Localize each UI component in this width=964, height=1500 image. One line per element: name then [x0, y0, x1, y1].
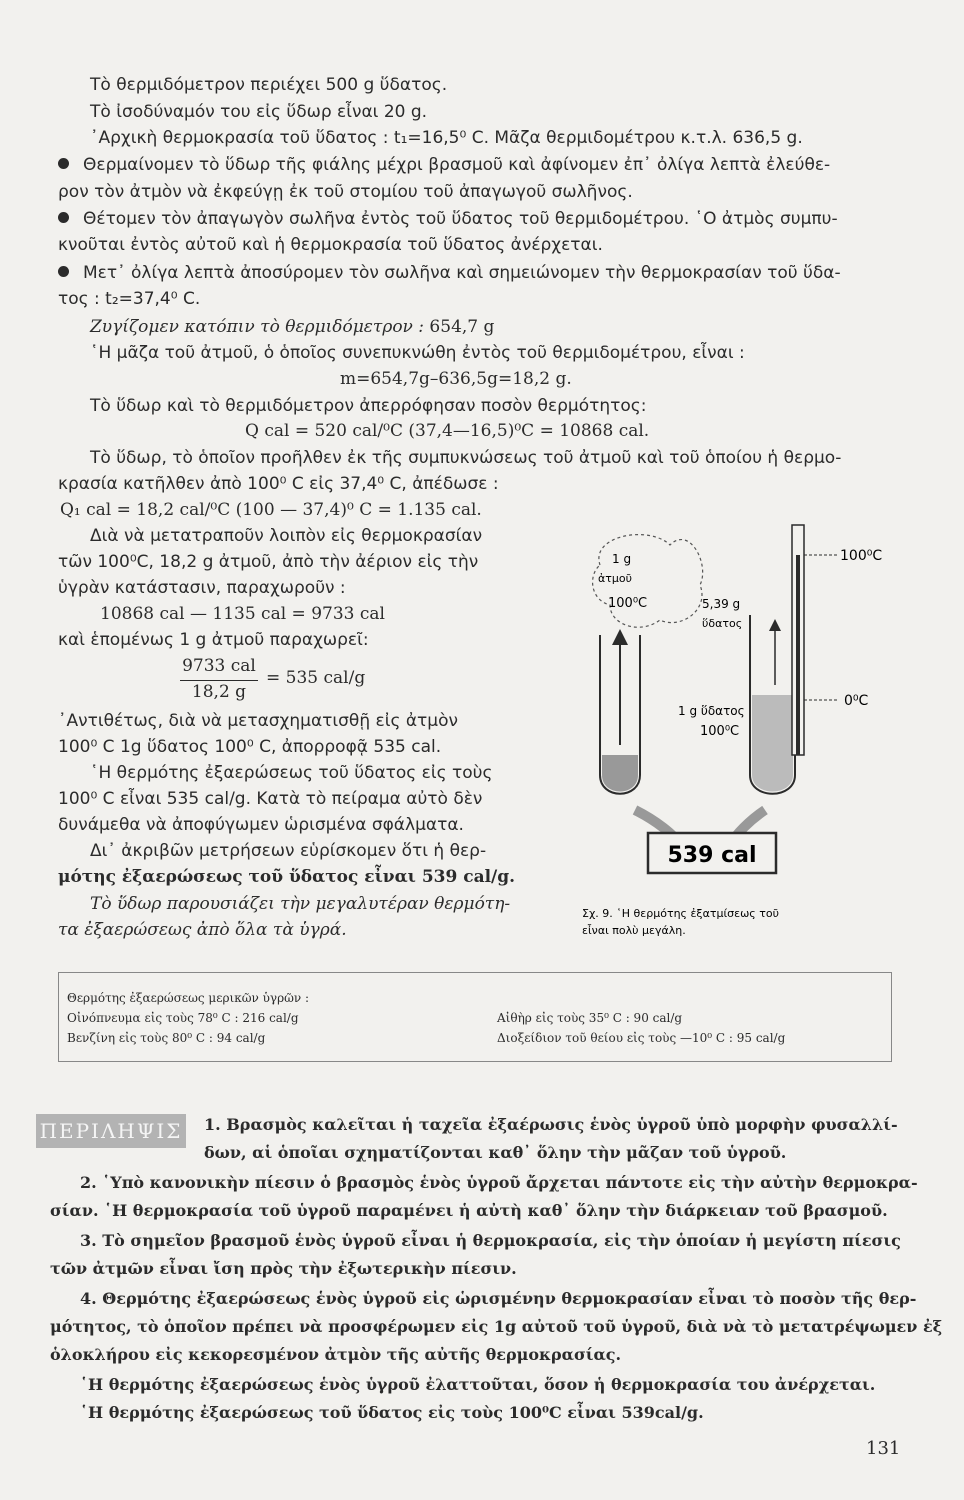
caption-line: Σχ. 9. ῾Η θερμότης ἐξατμίσεως τοῦ	[582, 907, 779, 920]
steam-label: 1 g	[612, 552, 632, 566]
page-number: 131	[866, 1438, 901, 1459]
bullet-icon	[58, 266, 69, 277]
summary-line: δων, αἱ ὁποῖαι σχηματίζονται καθ᾽ ὅλην τὴν μᾶζαν τοῦ ὑγροῦ.	[204, 1143, 787, 1162]
text-line: Τὸ ὕδωρ καὶ τὸ θερμιδόμετρον ἀπερρόφησαν ποσὸν θερμότητος:	[90, 396, 647, 416]
italic-line: τα ἐξαερώσεως ἀπὸ ὅλα τὰ ὑγρά.	[58, 920, 347, 940]
water-temp: 100⁰C	[700, 724, 740, 739]
text-line: δυνάμεθα νὰ ἀποφύγωμεν ὡρισμένα σφάλματα.	[58, 815, 464, 835]
table-row: Οἰνόπνευμα εἰς τοὺς 78⁰ C : 216 cal/g	[67, 1011, 299, 1025]
summary-line: ῾Η θερμότης ἐξαερώσεως τοῦ ὕδατος εἰς τοὺς 100⁰C εἶναι 539cal/g.	[80, 1403, 704, 1422]
text-line: ᾽Αντιθέτως, διὰ νὰ μετασχηματισθῇ εἰς ἀτμὸν	[58, 711, 458, 731]
table-row: Βενζίνη εἰς τοὺς 80⁰ C : 94 cal/g	[67, 1031, 266, 1045]
summary-line: ῾Η θερμότης ἐξαερώσεως ἑνὸς ὑγροῦ ἐλαττοῦται, ὅσον ἡ θερμοκρασία του ἀνέρχεται.	[80, 1375, 876, 1394]
bold-line: μότης ἐξαερώσεως τοῦ ὕδατος εἶναι 539 cal/g.	[58, 867, 516, 887]
summary-line: τῶν ἀτμῶν εἶναι ἴση πρὸς τὴν ἐξωτερικὴν πίεσιν.	[50, 1259, 517, 1278]
text-line: ᾽Αρχικὴ θερμοκρασία τοῦ ὕδατος : t₁=16,5⁰ C. Μᾶζα θερμιδομέτρου κ.τ.λ. 636,5 g.	[90, 128, 803, 148]
text-line: 100⁰ C εἶναι 535 cal/g. Κατὰ τὸ πείραμα αὐτὸ δὲν	[58, 789, 483, 809]
fraction-bar	[180, 680, 258, 681]
water-label: 1 g ὕδατος	[678, 704, 745, 718]
summary-line: σίαν. ῾Η θερμοκρασία τοῦ ὑγροῦ παραμένει ἡ αὐτὴ καθ᾽ ὅλην τὴν διάρκειαν τοῦ βρασμοῦ.	[50, 1201, 888, 1220]
text-line: καὶ ἑπομένως 1 g ἀτμοῦ παραχωρεῖ:	[58, 630, 369, 650]
fraction-result: = 535 cal/g	[266, 668, 366, 688]
summary-line: ὁλοκλήρου εἰς κεκορεσμένον ἀτμὸν τῆς αὐτῆς θερμοκρασίας.	[50, 1345, 622, 1364]
equation: Q cal = 520 cal/⁰C (37,4—16,5)⁰C = 10868 cal.	[245, 421, 650, 441]
text-line: κρασία κατῆλθεν ἀπὸ 100⁰ C εἰς 37,4⁰ C, ἀπέδωσε :	[58, 474, 499, 494]
text-line: ῾Η θερμότης ἐξαερώσεως τοῦ ὕδατος εἰς τοὺς	[90, 763, 493, 783]
italic-line: Τὸ ὕδωρ παρουσιάζει τὴν μεγαλυτέραν θερμότη-	[90, 894, 511, 914]
vaporization-table	[58, 972, 892, 1062]
caption-line: εἶναι πολὺ μεγάλη.	[582, 924, 686, 937]
equation: m=654,7g–636,5g=18,2 g.	[340, 369, 572, 389]
equation: Q₁ cal = 18,2 cal/⁰C (100 — 37,4)⁰ C = 1.135 cal.	[60, 500, 482, 520]
summary-tag: ΠΕΡΙΛΗΨΙΣ	[36, 1114, 186, 1148]
mid-sub: ὕδατος	[702, 617, 743, 630]
top-temp: 100⁰C	[840, 548, 883, 564]
text-line: Θερμαίνομεν τὸ ὕδωρ τῆς φιάλης μέχρι βρασμοῦ καὶ ἀφίνομεν ἐπ᾽ ὀλίγα λεπτὰ ἐλεύθε-	[58, 154, 830, 176]
summary-line: 4. Θερμότης ἐξαερώσεως ἑνὸς ὑγροῦ εἰς ὡρισμένην θερμοκρασίαν εἶναι τὸ ποσὸν τῆς θερ-	[80, 1289, 917, 1308]
equation: 10868 cal — 1135 cal = 9733 cal	[100, 604, 385, 624]
bullet-icon	[58, 212, 69, 223]
text-line: ὑγρὰν κατάστασιν, παραχωροῦν :	[58, 578, 346, 598]
text-line: τος : t₂=37,4⁰ C.	[58, 289, 201, 309]
fraction	[180, 656, 400, 708]
text-line: Διὰ νὰ μετατραποῦν λοιπὸν εἰς θερμοκρασίαν	[90, 526, 483, 546]
steam-temp: 100⁰C	[608, 596, 648, 611]
fraction-numerator: 9733 cal	[182, 656, 256, 676]
bullet-icon	[58, 158, 69, 169]
summary-line: 3. Τὸ σημεῖον βρασμοῦ ἑνὸς ὑγροῦ εἶναι ἡ θερμοκρασία, εἰς τὴν ὁποίαν ἡ μεγίστη πίεσις	[80, 1231, 901, 1250]
steam-sub: ἀτμοῦ	[598, 572, 632, 585]
table-row: Διοξείδιον τοῦ θείου εἰς τοὺς —10⁰ C : 95 cal/g	[497, 1031, 786, 1045]
figure-9	[560, 515, 920, 955]
text-line: Δι᾽ ἀκριβῶν μετρήσεων εὑρίσκομεν ὅτι ἡ θερ-	[90, 841, 487, 861]
weigh-line: Ζυγίζομεν κατόπιν τὸ θερμιδόμετρον : 654,7 g	[90, 317, 495, 337]
text-line: ρον τὸν ἀτμὸν νὰ ἐκφεύγῃ ἐκ τοῦ στομίου τοῦ ἀπαγωγοῦ σωλῆνος.	[58, 182, 633, 202]
text-line: τῶν 100⁰C, 18,2 g ἀτμοῦ, ἀπὸ τὴν ἀέριον εἰς τὴν	[58, 552, 479, 572]
summary-line: 1. Βρασμὸς καλεῖται ἡ ταχεῖα ἐξαέρωσις ἑνὸς ὑγροῦ ὑπὸ μορφὴν φυσαλλί-	[204, 1115, 898, 1134]
text-line: ῾Η μᾶζα τοῦ ἀτμοῦ, ὁ ὁποῖος συνεπυκνώθη ἐντὸς τοῦ θερμιδομέτρου, εἶναι :	[90, 343, 745, 363]
text-line: Τὸ ὕδωρ, τὸ ὁποῖον προῆλθεν ἐκ τῆς συμπυκνώσεως τοῦ ἀτμοῦ καὶ τοῦ ὁποίου ἡ θερμο-	[90, 448, 842, 468]
text-line: 100⁰ C 1g ὕδατος 100⁰ C, ἀπορροφᾷ 535 cal.	[58, 737, 442, 757]
table-row: Αἰθὴρ εἰς τοὺς 35⁰ C : 90 cal/g	[497, 1011, 683, 1025]
fraction-denominator: 18,2 g	[191, 682, 247, 702]
table-title: Θερμότης ἐξαερώσεως μερικῶν ὑγρῶν :	[67, 991, 310, 1005]
summary-line: μότητος, τὸ ὁποῖον πρέπει νὰ προσφέρωμεν εἰς 1g αὐτοῦ τοῦ ὑγροῦ, διὰ νὰ τὸ μετατρέψωμεν ἐξ	[50, 1317, 943, 1336]
text-line: Μετ᾽ ὀλίγα λεπτὰ ἀποσύρομεν τὸν σωλῆνα καὶ σημειώνομεν τὴν θερμοκρασίαν τοῦ ὕδα-	[58, 262, 841, 284]
text-line: Τὸ ἰσοδύναμόν του εἰς ὕδωρ εἶναι 20 g.	[90, 102, 428, 122]
energy-value: 539 cal	[667, 843, 757, 868]
text-line: Τὸ θερμιδόμετρον περιέχει 500 g ὕδατος.	[90, 75, 448, 95]
mid-label: 5,39 g	[702, 597, 741, 611]
text-line: Θέτομεν τὸν ἀπαγωγὸν σωλῆνα ἐντὸς τοῦ ὕδατος τοῦ θερμιδομέτρου. ῾Ο ἀτμὸς συμπυ-	[58, 208, 838, 230]
bottom-temp: 0⁰C	[844, 693, 869, 709]
summary-line: 2. ῾Υπὸ κανονικὴν πίεσιν ὁ βρασμὸς ἑνὸς ὑγροῦ ἄρχεται πάντοτε εἰς τὴν αὐτὴν θερμοκρα-	[80, 1173, 918, 1192]
text-line: κνοῦται ἐντὸς αὐτοῦ καὶ ἡ θερμοκρασία τοῦ ὕδατος ἀνέρχεται.	[58, 235, 603, 255]
